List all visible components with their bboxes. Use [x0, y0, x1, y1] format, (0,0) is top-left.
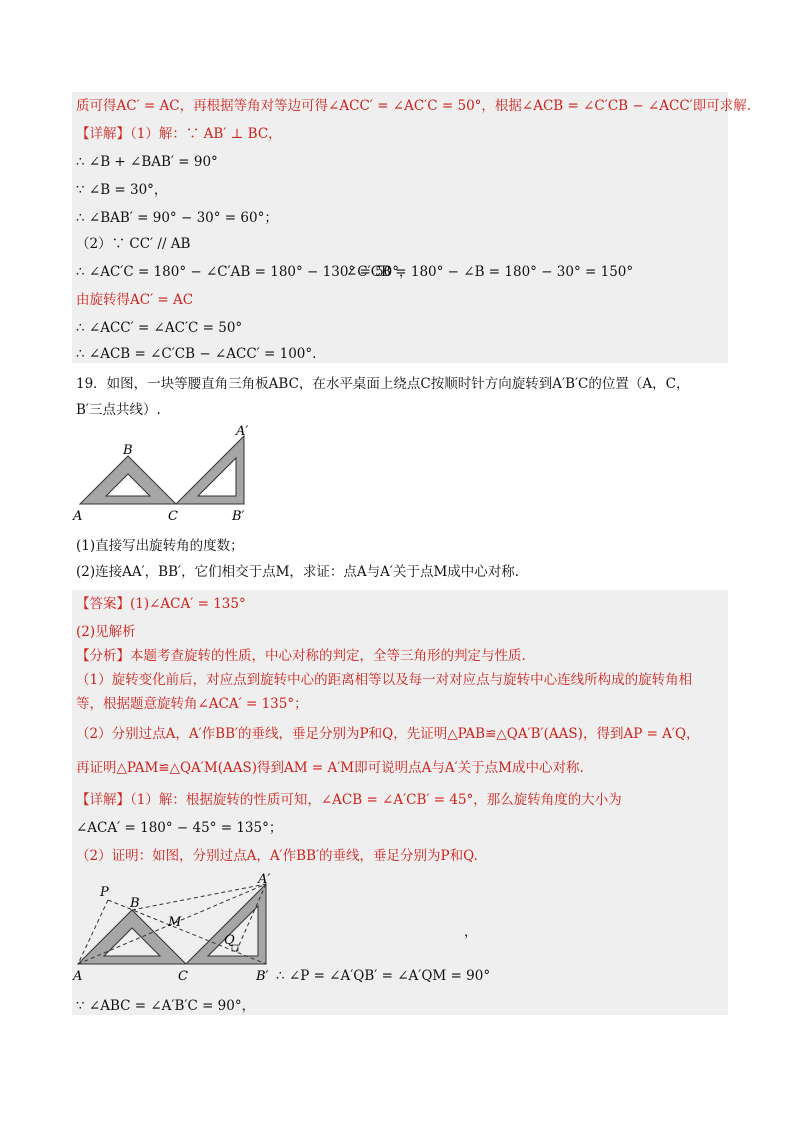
label-A-prime: A′ [258, 872, 271, 887]
question-part-1: (1)直接写出旋转角的度数； [76, 538, 244, 554]
label-B-prime: B′ [256, 969, 269, 984]
solution-line: 由旋转得AC′ = AC [76, 292, 194, 308]
figure-proof-construction [72, 872, 276, 984]
label-Q: Q [224, 933, 235, 948]
triangle-a2b2c [186, 884, 266, 964]
question-stem: 19．如图，一块等腰直角三角板ABC，在水平桌面上绕点C按顺时针方向旋转到A′B′C的位置（A，C， [76, 376, 690, 392]
detail-heading: 【详解】（1）解：∵ AB′ ⊥ BC， [76, 126, 282, 142]
solution-line: ∴ ∠ACC′ = ∠AC′C = 50° [76, 320, 243, 336]
label-B: B [130, 896, 140, 911]
solution-line: 质可得AC′ = AC，再根据等角对等边可得∠ACC′ = ∠AC′C = 50°，根据∠ACB = ∠C′CB − ∠ACC′即可求解. [76, 98, 752, 114]
figure-rotated-triangles [70, 424, 270, 524]
label-M: M [168, 915, 182, 930]
detail-line: ∠ACA′ = 180° − 45° = 135°； [76, 820, 283, 836]
analysis-line: （2）分别过点A，A′作BB′的垂线，垂足分别为P和Q，先证明△PAB≌△QA′B′(AAS)，得到AP = A′Q， [76, 726, 700, 742]
solution-line: （2）∵ CC′ // AB [76, 236, 191, 252]
question-stem: B′三点共线）. [76, 402, 161, 418]
analysis-line: 再证明△PAM≌△QA′M(AAS)得到AM = A′M即可说明点A与A′关于点M成中心对称. [76, 760, 584, 776]
question-part-2: (2)连接AA′，BB′，它们相交于点M，求证：点A与A′关于点M成中心对称. [76, 564, 520, 580]
detail-line: ∵ ∠ABC = ∠A′B′C = 90°， [76, 998, 256, 1014]
label-C: C [168, 509, 178, 524]
label-C: C [178, 969, 188, 984]
stray-comma: ， [464, 924, 478, 940]
detail-line: 【详解】（1）解：根据旋转的性质可知，∠ACB = ∠A′CB′ = 45°，那么旋转角度的大小为 [76, 792, 622, 808]
detail-line: ∴ ∠P = ∠A′QB′ = ∠A′QM = 90° [276, 968, 491, 984]
analysis-line: 【分析】本题考查旋转的性质，中心对称的判定，全等三角形的判定与性质. [76, 648, 526, 664]
analysis-line: （1）旋转变化前后，对应点到旋转中心的距离相等以及每一对对应点与旋转中心连线所构成的旋转角相 [76, 672, 693, 688]
solution-line: ∵ ∠B = 30°， [76, 182, 168, 198]
label-A: A [73, 969, 83, 984]
triangle-a2b2c [176, 436, 244, 504]
answer-line: 【答案】(1)∠ACA′ = 135° [76, 596, 246, 612]
triangle-abc [80, 456, 176, 504]
analysis-line: 等，根据题意旋转角∠ACA′ = 135°； [76, 696, 308, 712]
answer-line: (2)见解析 [76, 624, 136, 640]
solution-line: ∴ ∠AC′C = 180° − ∠C′AB = 180° − 130° = 50°， [76, 264, 413, 280]
label-B: B [123, 443, 133, 458]
label-P: P [100, 885, 109, 900]
solution-line: ∴ ∠B + ∠BAB′ = 90° [76, 154, 218, 170]
solution-line: ∴ ∠ACB = ∠C′CB − ∠ACC′ = 100°. [76, 346, 317, 362]
label-B-prime: B′ [232, 509, 245, 524]
label-A-prime: A′ [236, 424, 249, 439]
solution-line: ∴ ∠BAB′ = 90° − 30° = 60°； [76, 210, 278, 226]
solution-line: ∠C′CB = 180° − ∠B = 180° − 30° = 150° [346, 264, 634, 280]
label-A: A [73, 509, 83, 524]
detail-line: （2）证明：如图，分别过点A，A′作BB′的垂线，垂足分别为P和Q. [76, 848, 478, 864]
